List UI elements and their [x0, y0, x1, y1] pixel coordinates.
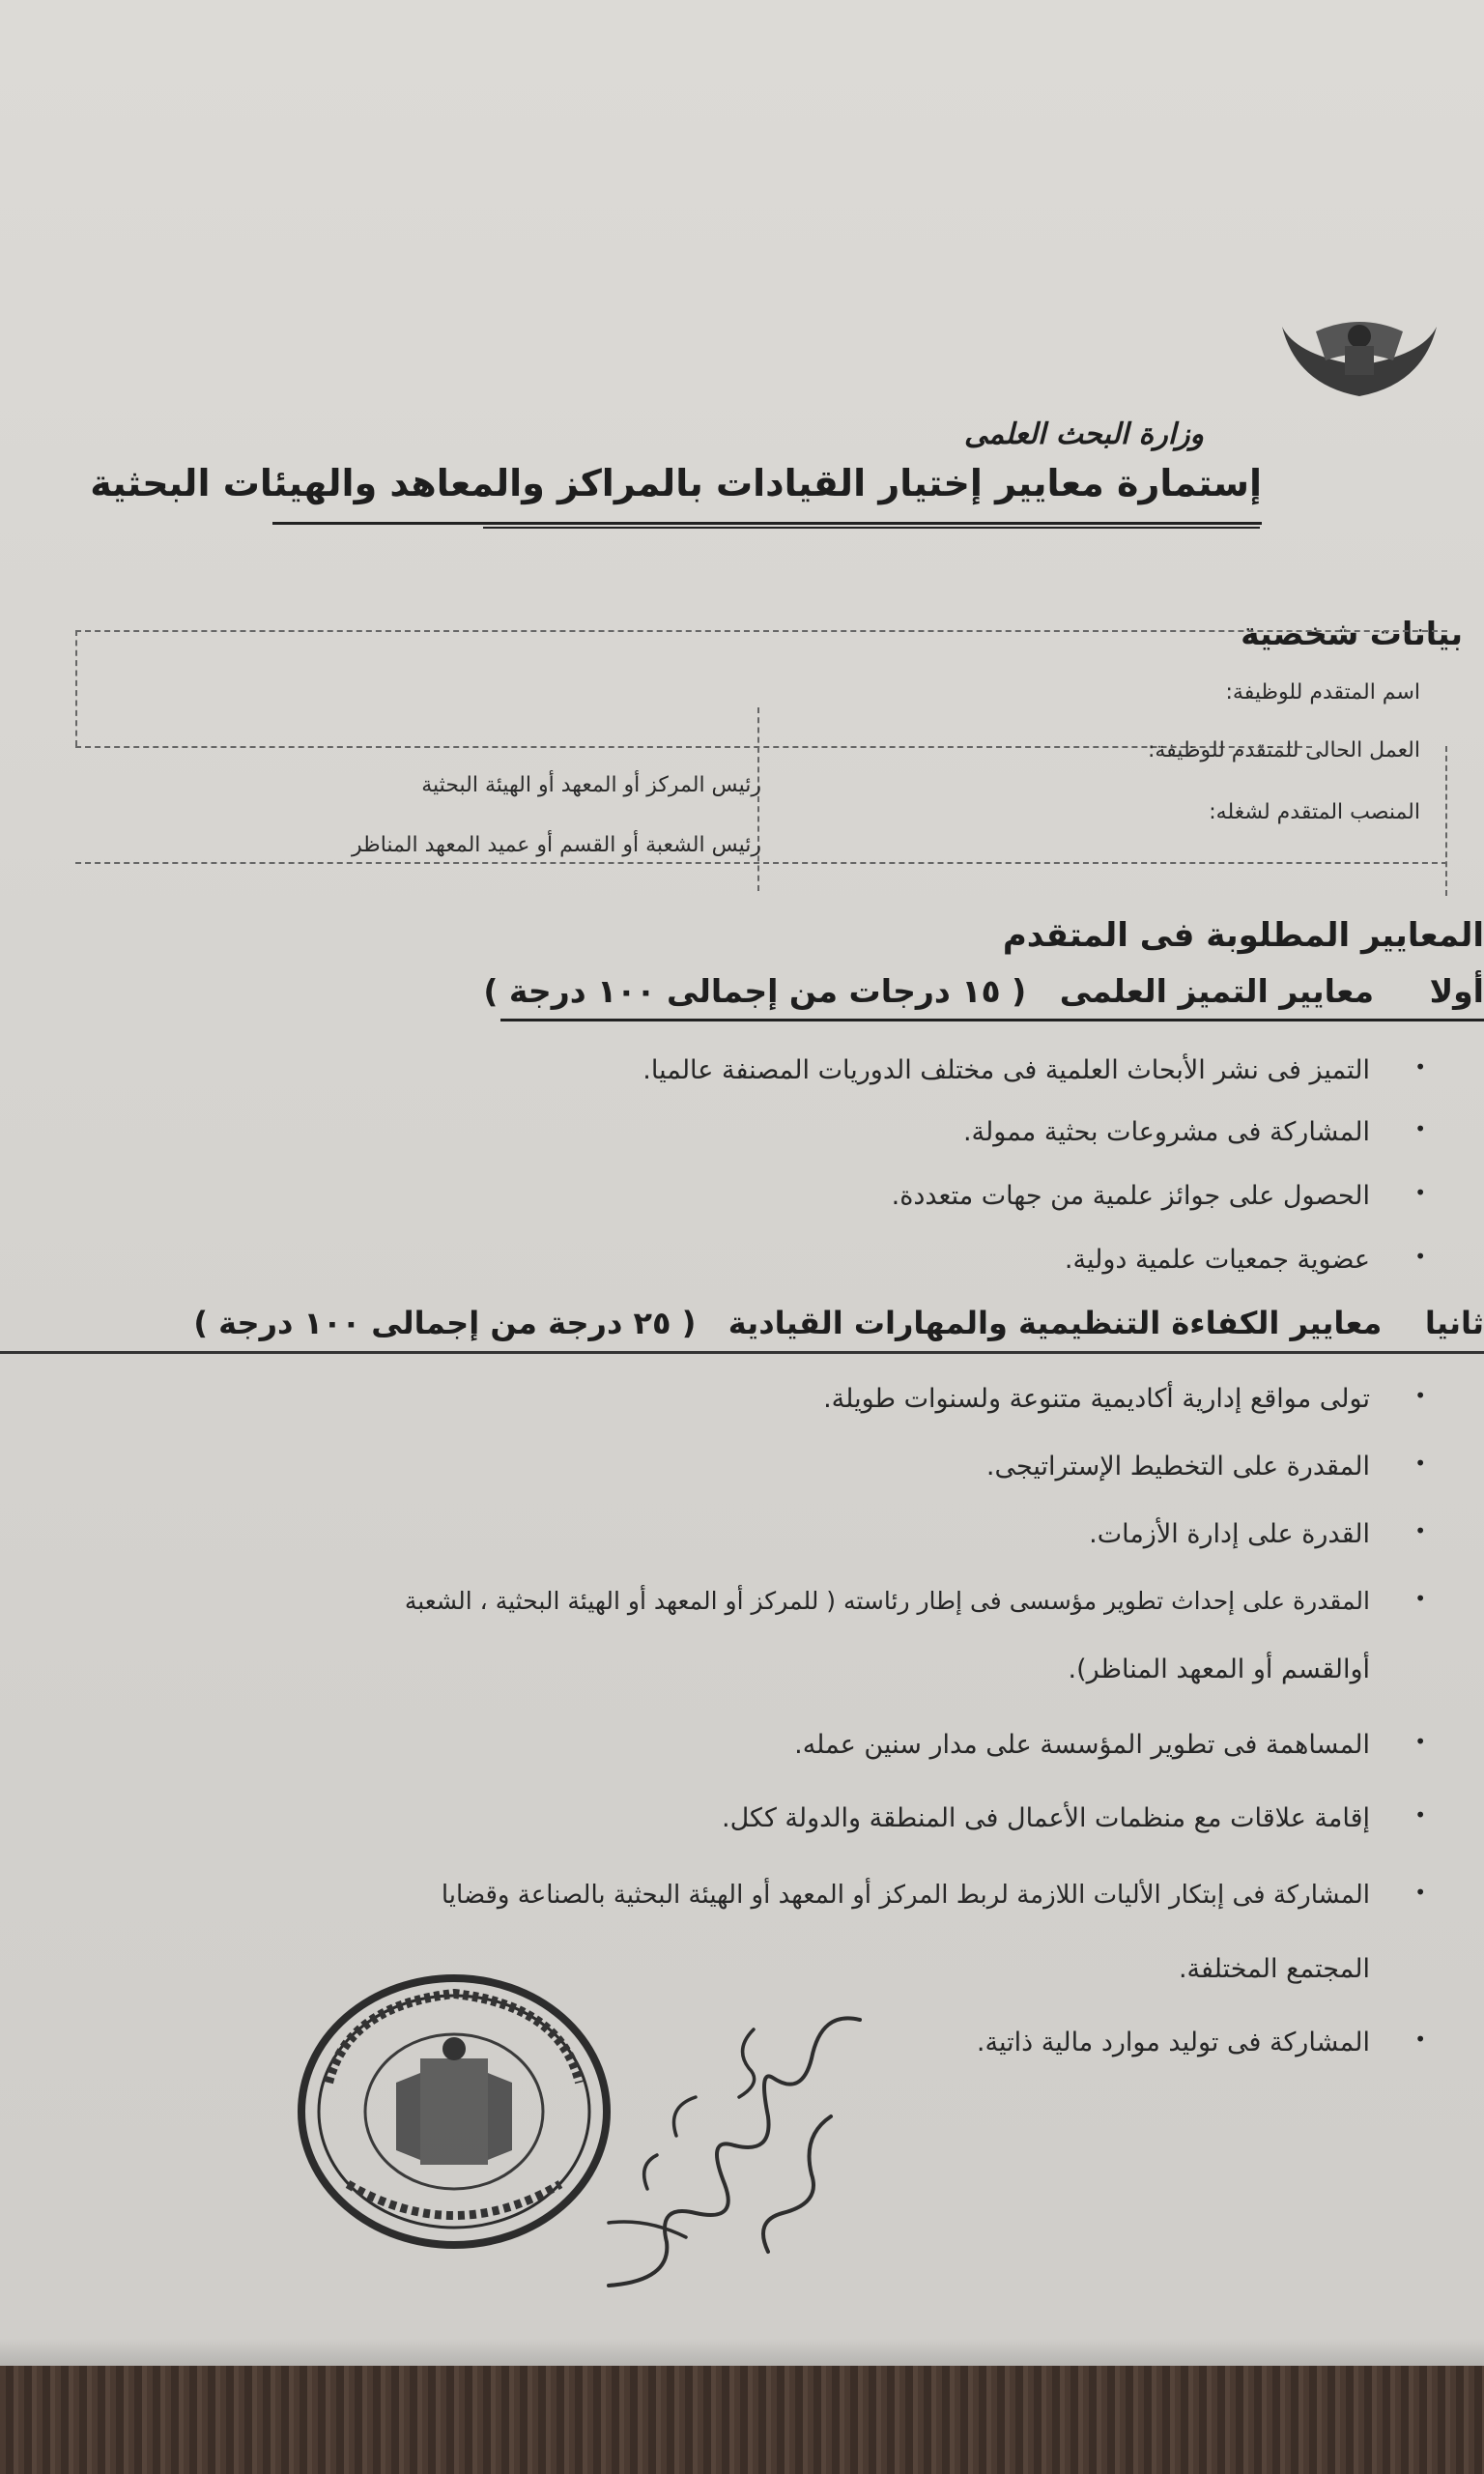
- bullet-icon: •: [1414, 1245, 1426, 1268]
- section1-heading: [483, 972, 1484, 1010]
- section1-weight: ( ١٥ درجات من إجمالى ١٠٠ درجة ): [483, 972, 1027, 1010]
- table-column-divider: [757, 707, 759, 891]
- bullet-icon: •: [1414, 1803, 1426, 1827]
- table-border-right: [1445, 746, 1447, 896]
- list-item: • المشاركة فى توليد موارد مالية ذاتية.: [976, 2028, 1426, 2057]
- criteria-heading: المعايير المطلوبة فى المتقدم: [1002, 916, 1484, 955]
- list-item-continuation: أوالقسم أو المعهد المناظر).: [1068, 1654, 1370, 1684]
- table-border-top: [75, 630, 1447, 632]
- bullet-icon: •: [1414, 2028, 1426, 2051]
- table-row-divider: [75, 746, 1312, 748]
- section1-title: معايير التميز العلمى: [1059, 972, 1375, 1010]
- bullet-icon: •: [1414, 1587, 1426, 1610]
- list-item: • المشاركة فى إبتكار الأليات اللازمة لربط المركز أو المعهد أو الهيئة البحثية بالصناعة وقضايا: [441, 1881, 1426, 1910]
- list-item-continuation: المجتمع المختلفة.: [1178, 1954, 1370, 1984]
- list-item: • عضوية جمعيات علمية دولية.: [1064, 1245, 1426, 1275]
- bullet-icon: •: [1414, 1881, 1426, 1904]
- section2-heading: [193, 1305, 1484, 1341]
- position-option-department-head: رئيس الشعبة أو القسم أو عميد المعهد المناظر: [352, 833, 761, 857]
- applicant-name-label: اسم المتقدم للوظيفة:: [1225, 680, 1420, 705]
- section1-number: أولا: [1429, 972, 1484, 1010]
- list-item: • إقامة علاقات مع منظمات الأعمال فى المنطقة والدولة ككل.: [722, 1803, 1426, 1833]
- position-option-center-head: رئيس المركز أو المعهد أو الهيئة البحثية: [421, 773, 761, 797]
- position-label: المنصب المتقدم لشغله:: [1209, 800, 1420, 824]
- form-title: إستمارة معايير إختيار القيادات بالمراكز والمعاهد والهيئات البحثية: [90, 462, 1262, 504]
- personal-data-table: [75, 630, 1447, 896]
- handwritten-signature: [580, 2000, 879, 2300]
- personal-data-heading: بيانات شخصية: [1241, 615, 1463, 652]
- section2-title: معايير الكفاءة التنظيمية والمهارات القيادية: [728, 1305, 1383, 1341]
- bullet-icon: •: [1414, 1384, 1426, 1407]
- official-seal-stamp-icon: [290, 1967, 618, 2257]
- bullet-icon: •: [1414, 1181, 1426, 1204]
- list-item: • تولى مواقع إدارية أكاديمية متنوعة ولسنوات طويلة.: [823, 1384, 1426, 1414]
- list-item: • المساهمة فى تطوير المؤسسة على مدار سنين عمله.: [794, 1730, 1426, 1760]
- background-surface: [0, 2366, 1484, 2474]
- list-item: • المشاركة فى مشروعات بحثية ممولة.: [962, 1117, 1426, 1147]
- table-border-left: [75, 630, 77, 746]
- current-job-label: العمل الحالى للمتقدم للوظيفة:: [1147, 738, 1420, 762]
- list-item: • المقدرة على إحداث تطوير مؤسسى فى إطار رئاسته ( للمركز أو المعهد أو الهيئة البحثية ، الشعبة: [404, 1587, 1426, 1615]
- list-item: • المقدرة على التخطيط الإستراتيجى.: [985, 1452, 1426, 1482]
- table-border-bottom: [75, 862, 1447, 864]
- title-underline: [272, 522, 1262, 525]
- title-underline-secondary: [483, 527, 1260, 529]
- ministry-name: وزارة البحث العلمى: [964, 417, 1204, 451]
- eagle-emblem-icon: [1277, 307, 1441, 404]
- bullet-icon: •: [1414, 1730, 1426, 1753]
- bullet-icon: •: [1414, 1452, 1426, 1475]
- list-item: • القدرة على إدارة الأزمات.: [1089, 1519, 1426, 1549]
- bullet-icon: •: [1414, 1055, 1426, 1079]
- list-item: • الحصول على جوائز علمية من جهات متعددة.: [891, 1181, 1426, 1211]
- bullet-icon: •: [1414, 1519, 1426, 1542]
- section2-weight: ( ٢٥ درجة من إجمالى ١٠٠ درجة ): [193, 1305, 697, 1341]
- section2-number: ثانيا: [1424, 1305, 1484, 1341]
- section2-underline: [0, 1351, 1484, 1354]
- bullet-icon: •: [1414, 1117, 1426, 1140]
- section1-underline: [500, 1019, 1484, 1021]
- list-item: • التميز فى نشر الأبحاث العلمية فى مختلف الدوريات المصنفة عالميا.: [642, 1055, 1426, 1085]
